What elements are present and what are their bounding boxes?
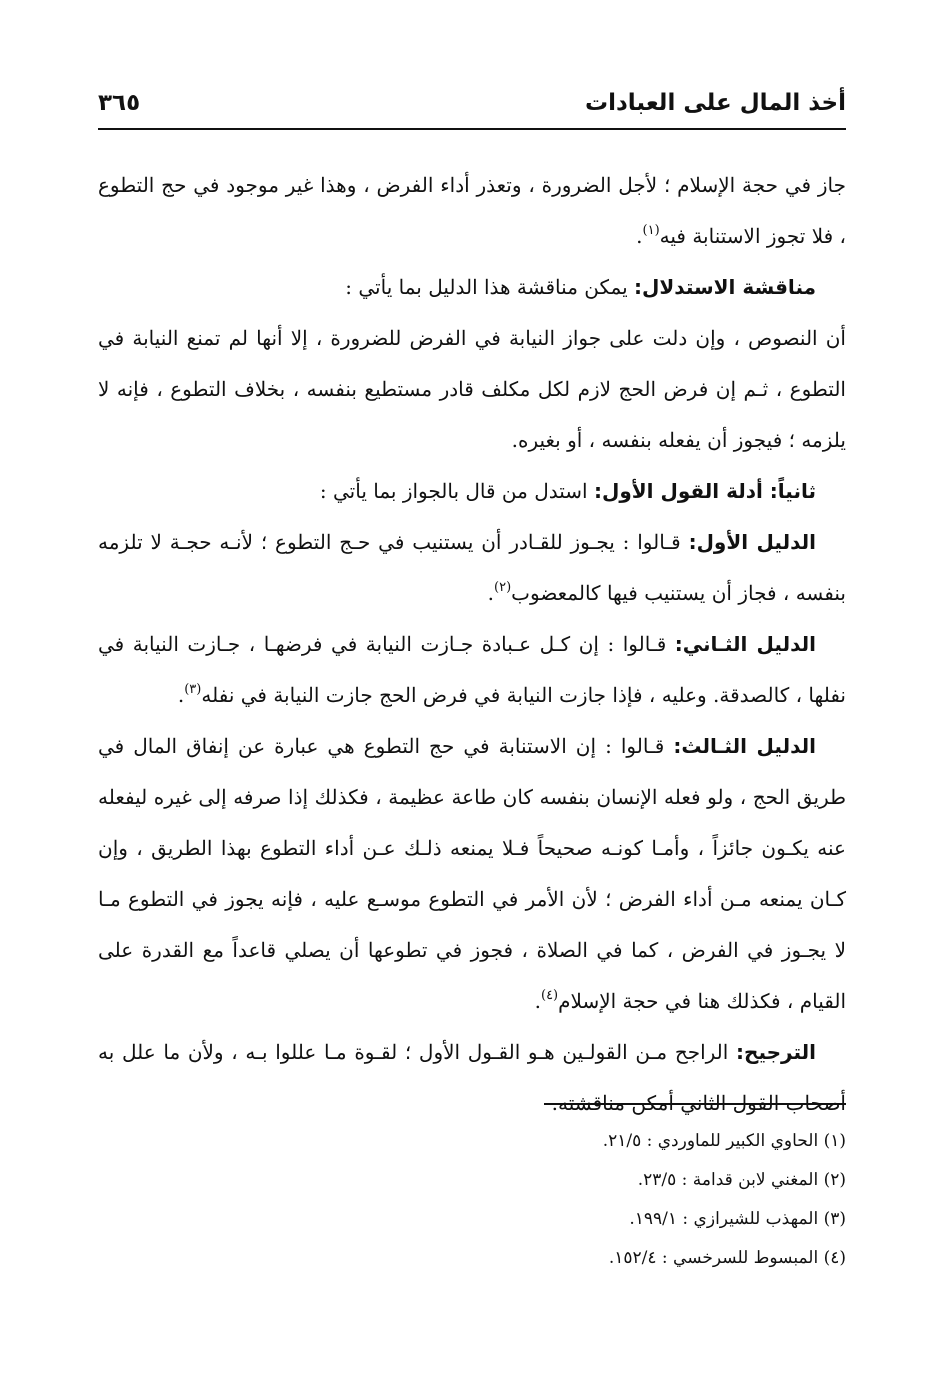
paragraph-second-evidence [98,466,846,517]
paragraph-text: أن النصوص ، وإن دلت على جواز النيابة في الفرض للضرورة ، إلا أنها لم تمنع النيابة في التطوع ، ثـم إن فرض الحج لازم لكل مكلف قادر مستطيع بنفسه ، بخلاف التطوع ، فإنه لا يلزمه ؛ فيجوز أن يفعله بنفسه ، أو بغيره. [98,326,846,452]
paragraph-continuation [98,160,846,262]
paragraph-discussion-body [98,313,846,466]
footnote-1: (١) الحاوي الكبير للماوردي : ٢١/٥. [602,1131,846,1151]
paragraph-text: قـالوا : يجـوز للقـادر أن يستنيب في حـج التطوع ؛ لأنـه حجـة لا تلزمه بنفسه ، فجاز أن يستنيب فيها كالمعضوب [98,530,846,605]
footnote-2: (٢) المغني لابن قدامة : ٢٣/٥. [637,1170,846,1190]
paragraph-end: . [177,683,185,707]
evidence-heading-2: الدليل الثـاني: [674,632,817,656]
paragraph-discussion [98,262,846,313]
paragraph-end: . [534,989,541,1013]
paragraph-text: الراجح مـن القولـين هـو القـول الأول ؛ لقـوة مـا عللوا بـه ، ولأن ما علل به أصحاب القول الثاني أمكن مناقشته. [98,1040,846,1115]
paragraph-text: استدل من قال بالجواز بما يأتي : [319,479,594,503]
footnote-3: (٣) المهذب للشيرازي : ١٩٩/١. [629,1209,846,1229]
evidence-heading-1: الدليل الأول: [688,530,816,554]
paragraph-evidence-1 [98,517,846,619]
paragraph-text: يمكن مناقشة هذا الدليل بما يأتي : [345,275,635,299]
paragraph-text: جاز في حجة الإسلام ؛ لأجل الضرورة ، وتعذر أداء الفرض ، وهذا غير موجود في حج التطوع ، فلا تجوز الاستنابة فيه [98,173,846,248]
main-text [98,160,846,1129]
page-number: ٣٦٥ [98,90,141,116]
footnote-4: (٤) المبسوط للسرخسي : ١٥٢/٤. [608,1248,846,1268]
discussion-heading: مناقشة الاستدلال: [634,275,816,299]
running-title: أخذ المال على العبادات [585,90,846,116]
paragraph-text: قـالوا : إن كـل عـبادة جـازت النيابة في فرضهـا ، جـازت النيابة في نفلها ، كالصدقة. وعليه ، فإذا جازت النيابة في فرض الحج جازت النيابة في نفله [98,632,846,707]
footnote-ref-2: (٢) [494,580,512,595]
footnote-divider [544,1103,846,1105]
paragraph-evidence-2 [98,619,846,721]
paragraph-text: قـالوا : إن الاستنابة في حج التطوع هي عبارة عن إنفاق المال في طريق الحج ، ولو فعله الإنسان بنفسه كان طاعة عظيمة ، فكذلك إذا صرفه إلى غيره ليفعله عنه يكـون جائزاً ، وأمـا كونـه صحيحاً فـلا يمنعه ذلـك عـن أداء التطوع بهذا الطريق ، وإن كـان يمنعه مـن أداء الفرض ؛ لأن الأمر في التطوع موسـع عليه ، فإنه يجوز في التطوع مـا لا يجـوز في الفرض ، كما في الصلاة ، فجوز في تطوعها أن يصلي قاعداً مع القدرة على القيام ، فكذلك هنا في حجة الإسلام [98,734,846,1013]
paragraph-end: . [636,224,643,248]
paragraph-preponderance [98,1027,846,1129]
section-heading: ثانياً: أدلة القول الأول: [593,479,816,503]
footnote-ref-3: (٣) [184,682,202,697]
paragraph-end: . [487,581,495,605]
footnote-ref-4: (٤) [540,988,559,1003]
footnotes [98,1122,846,1278]
paragraph-evidence-3 [98,721,846,1027]
page-header [98,86,846,130]
footnote-ref-1: (١) [642,223,660,238]
preponderance-heading: الترجيح: [736,1040,816,1064]
evidence-heading-3: الدليل الثـالث: [673,734,817,758]
